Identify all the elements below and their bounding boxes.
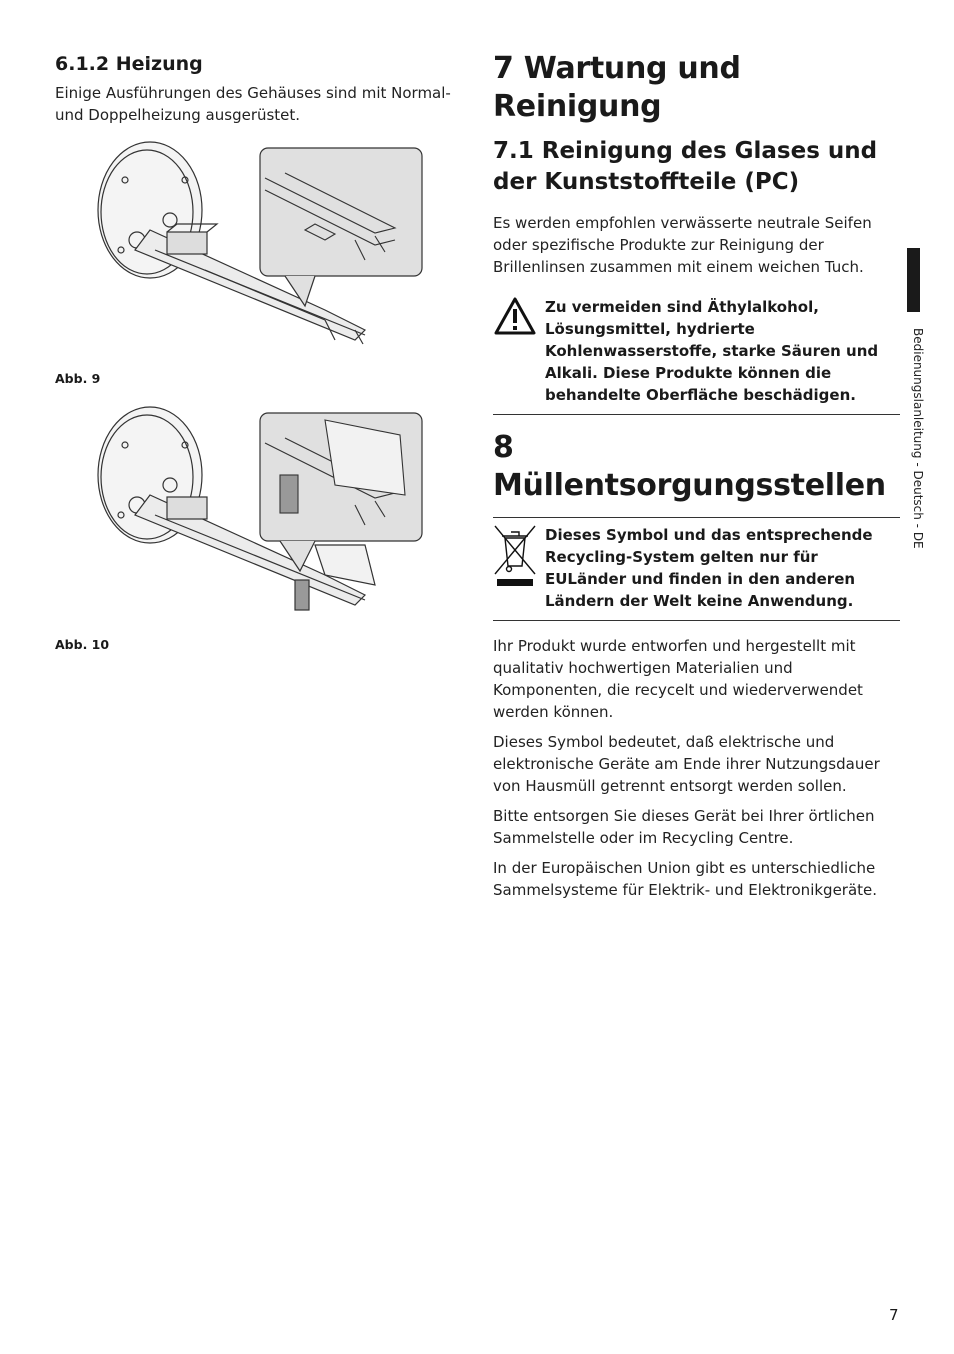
heading-disposal: 8 Müllentsorgungsstellen: [493, 430, 886, 503]
disposal-paragraph-2: Dieses Symbol bedeutet, daß elektrische und elektronische Geräte am Ende ihrer Nutzungsdauer von Hausmüll getrennt entsorgt werden sollen.: [493, 733, 880, 795]
disposal-paragraph-3: Bitte entsorgen Sie dieses Gerät bei Ihrer örtlichen Sammelstelle oder im Recycling Centre.: [493, 807, 875, 847]
disposal-paragraph-4: In der Europäischen Union gibt es unterschiedliche Sammelsysteme für Elektrik- und Elektronikgeräte.: [493, 859, 878, 899]
left-column: [55, 52, 460, 126]
heading-maintenance: 7 Wartung und Reinigung: [493, 51, 741, 124]
figure-10: [55, 405, 435, 629]
warning-text: Zu vermeiden sind Äthylalkohol, Lösungsmittel, hydrierte Kohlenwasserstoffe, starke Säuren und Alkali. Diese Produkte können die behandelte Oberfläche beschädigen.: [545, 298, 879, 404]
side-tab-marker: [907, 248, 920, 312]
warning-triangle-icon: [493, 296, 537, 340]
figure-9-caption: Abb. 9: [55, 371, 101, 386]
weee-text: Dieses Symbol und das entsprechende Recycling-System gelten nur für EULänder und finden in den anderen Ländern der Welt keine Anwendung.: [545, 526, 873, 610]
side-tab-label: Bedienungslanleitung - Deutsch - DE: [911, 328, 925, 549]
cleaning-text: Es werden empfohlen verwässerte neutrale Seifen oder spezifische Produkte zur Reinigung der Brillenlinsen zusammen mit einem weichen Tuch.: [493, 214, 872, 276]
heading-cleaning: 7.1 Reinigung des Glases und der Kunststoffteile (PC): [493, 138, 878, 195]
disposal-paragraph-1: Ihr Produkt wurde entworfen und hergestellt mit qualitativ hochwertigen Materialien und Komponenten, die recycelt und wiederverwendet werden können.: [493, 637, 863, 721]
weee-notice: [493, 517, 900, 621]
heating-intro: Einige Ausführungen des Gehäuses sind mit Normal- und Doppelheizung ausgerüstet.: [55, 84, 451, 124]
section-heading-heating: 6.1.2 Heizung: [55, 53, 203, 75]
figure-9: [55, 140, 435, 364]
figure-10-caption: Abb. 10: [55, 637, 110, 652]
heater-drawing-10: [55, 405, 435, 625]
heater-drawing-9: [55, 140, 435, 360]
right-column: [493, 50, 900, 909]
page-number: 7: [889, 1306, 899, 1324]
warning-notice: [493, 290, 900, 415]
crossed-out-bin-icon: [493, 524, 537, 592]
